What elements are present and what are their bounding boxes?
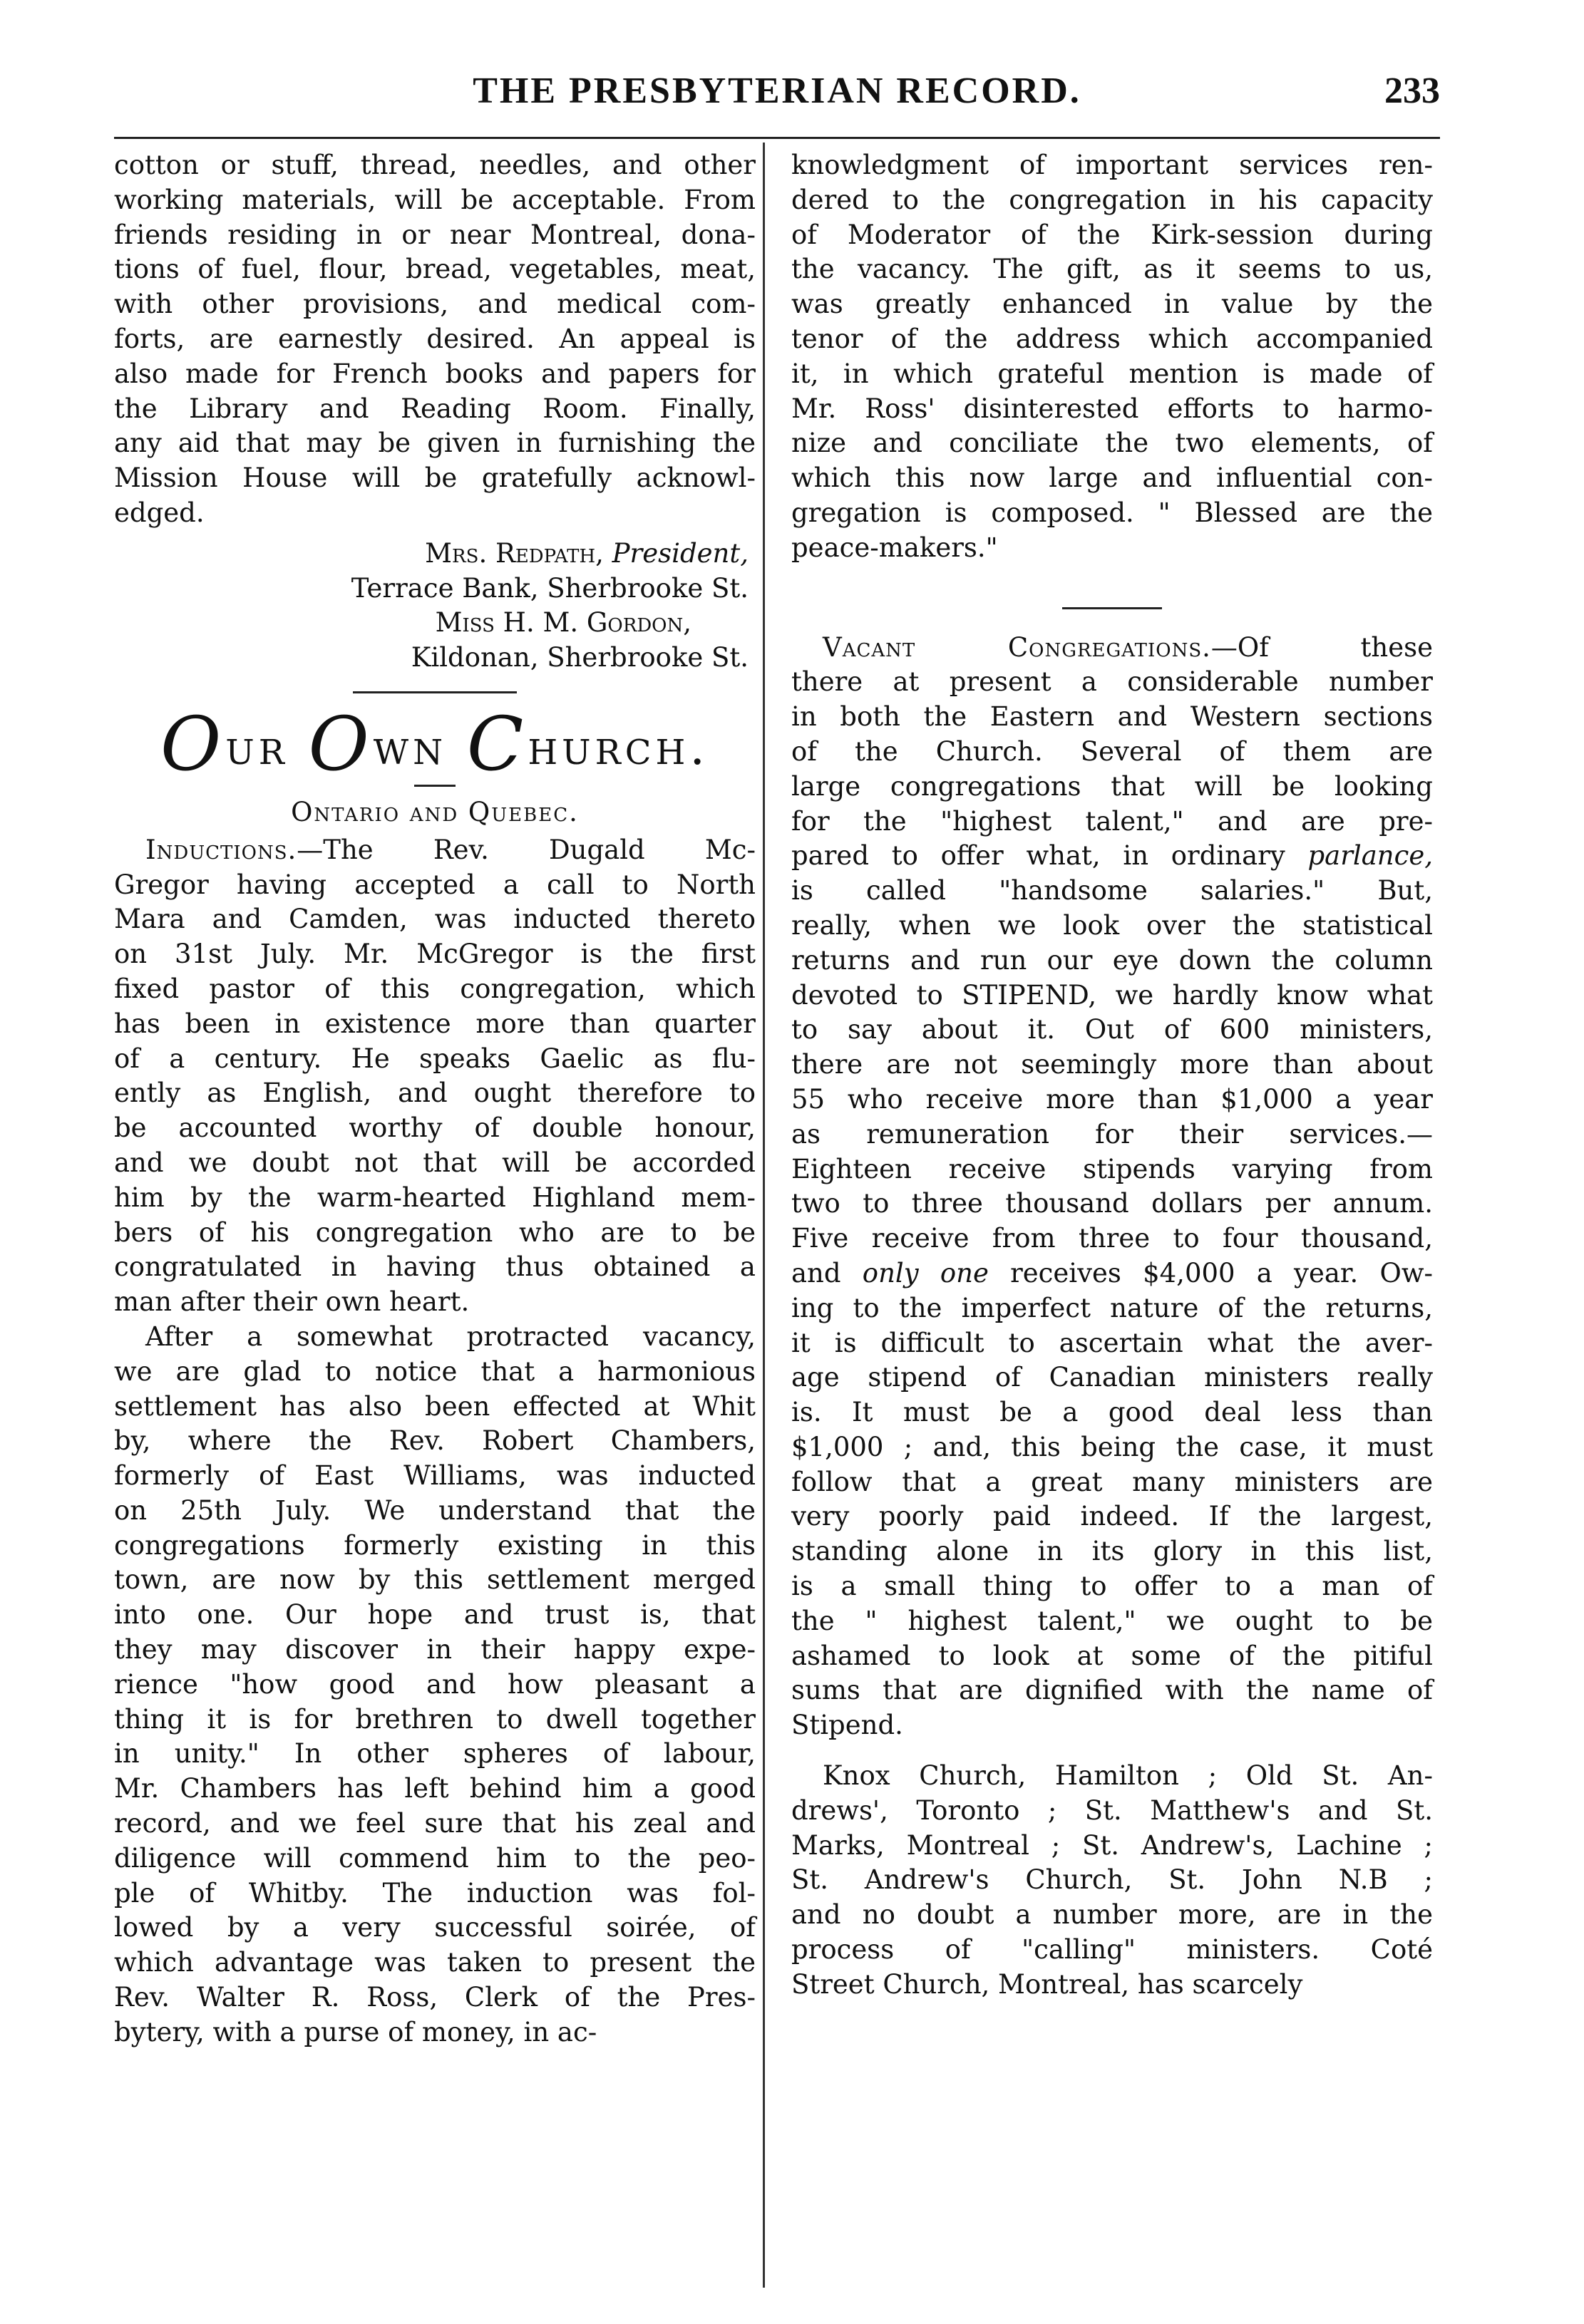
- text-line: forts, are earnestly desired. An appeal is: [114, 323, 756, 354]
- text-line: two to three thousand dollars per annum.: [791, 1188, 1433, 1219]
- text-line: there at present a considerable number: [791, 666, 1433, 698]
- secretary-address: Kildonan, Sherbrooke St.: [411, 642, 749, 673]
- heading-word-2: wn: [373, 719, 448, 776]
- heading-word-1: ur: [225, 719, 289, 776]
- text-line: him by the warm-hearted Highland mem-: [114, 1182, 756, 1213]
- paragraph-lead: Inductions.: [145, 834, 297, 865]
- text-line: edged.: [114, 497, 205, 528]
- president-name: Mrs. Redpath,: [425, 537, 604, 569]
- text-line: of a century. He speaks Gaelic as flu-: [114, 1043, 756, 1074]
- whitby-paragraph: [114, 1320, 756, 2050]
- text-line: Mr. Chambers has left behind him a good: [114, 1773, 756, 1804]
- text-line: by, where the Rev. Robert Chambers,: [114, 1425, 756, 1457]
- text-line: which advantage was taken to present the: [114, 1947, 756, 1978]
- text-line: cotton or stuff, thread, needles, and other: [114, 150, 756, 180]
- signature-president: [114, 537, 756, 572]
- heading-initial-3: C: [466, 700, 528, 787]
- text-line: Mara and Camden, was inducted thereto: [114, 904, 756, 935]
- secretary-name: Miss H. M. Gordon,: [435, 607, 691, 639]
- text-line: man after their own heart.: [114, 1286, 470, 1318]
- sub-heading: Ontario and Quebec.: [291, 796, 579, 827]
- text-line: drews', Toronto ; St. Matthew's and St.: [791, 1794, 1433, 1826]
- text-line: for the "highest talent," and are pre-: [791, 805, 1433, 837]
- text-line: peace-makers.": [791, 532, 998, 563]
- text-line: it, in which grateful mention is made of: [791, 358, 1433, 389]
- vacant-congregations-paragraph: [791, 631, 1433, 1744]
- text-line: process of "calling" ministers. Coté: [791, 1934, 1433, 1966]
- text-line: congratulated in having thus obtained a: [114, 1251, 756, 1283]
- text-line: lowed by a very successful soirée, of: [114, 1912, 756, 1943]
- text-line: pared to offer what, in ordinary parlance,: [791, 840, 1433, 872]
- text-line: has been in existence more than quarter: [114, 1008, 756, 1039]
- text-line: fixed pastor of this congregation, which: [114, 973, 756, 1004]
- right-column: [791, 148, 1433, 2003]
- text-line: of the Church. Several of them are: [791, 735, 1433, 767]
- text-line: and we doubt not that will be accorded: [114, 1147, 756, 1178]
- text-line: Vacant Congregations.—Of these: [823, 631, 1433, 663]
- text-line: bytery, with a purse of money, in ac-: [114, 2016, 597, 2047]
- text-line: very poorly paid indeed. If the largest,: [791, 1501, 1433, 1532]
- text-line: any aid that may be given in furnishing the: [114, 428, 756, 459]
- header-rule: [114, 137, 1440, 139]
- text-line: in unity." In other spheres of labour,: [114, 1738, 756, 1770]
- text-line: Street Church, Montreal, has scarcely: [791, 1968, 1303, 2000]
- text-line: which this now large and influential con-: [791, 463, 1433, 494]
- text-line: rience "how good and how pleasant a: [114, 1668, 756, 1700]
- heading-rule: [414, 785, 456, 787]
- text-line: into one. Our hope and trust is, that: [114, 1599, 756, 1631]
- text-line: as remuneration for their services.—: [791, 1118, 1433, 1150]
- page-number: 233: [1384, 71, 1440, 111]
- text-line: the " highest talent," we ought to be: [791, 1605, 1433, 1636]
- heading-word-3: hurch.: [528, 719, 709, 776]
- heading-initial-1: O: [160, 700, 226, 787]
- text-line: friends residing in or near Montreal, dona-: [114, 219, 756, 250]
- president-address: Terrace Bank, Sherbrooke St.: [351, 572, 749, 604]
- text-line: they may discover in their happy expe-: [114, 1634, 756, 1665]
- text-line: was greatly enhanced in value by the: [791, 289, 1433, 320]
- signature-secretary: [114, 606, 756, 641]
- text-line: of Moderator of the Kirk-session during: [791, 219, 1433, 250]
- text-line: returns and run our eye down the column: [791, 944, 1433, 976]
- heading-initial-2: O: [308, 700, 374, 787]
- text-line: ing to the imperfect nature of the returns,: [791, 1292, 1433, 1323]
- text-line: Eighteen receive stipends varying from: [791, 1153, 1433, 1184]
- text-line: devoted to STIPEND, we hardly know what: [791, 979, 1433, 1011]
- text-line: is a small thing to offer to a man of: [791, 1571, 1433, 1602]
- page-header: [114, 66, 1440, 123]
- text-line: Stipend.: [791, 1710, 903, 1741]
- text-line: and only one receives $4,000 a year. Ow-: [791, 1257, 1434, 1288]
- text-line: Gregor having accepted a call to North: [114, 869, 756, 900]
- text-line: Knox Church, Hamilton ; Old St. An-: [823, 1760, 1433, 1792]
- paragraph-lead: Vacant Congregations.: [823, 631, 1211, 663]
- text-line: on 25th July. We understand that the: [114, 1494, 756, 1526]
- president-title: President,: [612, 537, 749, 569]
- column-divider: [763, 143, 765, 2288]
- inductions-paragraph: [114, 833, 756, 1320]
- text-line: is called "handsome salaries." But,: [791, 875, 1433, 907]
- text-line: be accounted worthy of double honour,: [114, 1112, 756, 1144]
- text-line: dered to the congregation in his capacity: [791, 184, 1433, 215]
- text-line: nize and conciliate the two elements, of: [791, 428, 1433, 459]
- text-line: diligence will commend him to the peo-: [114, 1842, 756, 1874]
- text-line: on 31st July. Mr. McGregor is the first: [114, 939, 756, 970]
- text-line: follow that a great many ministers are: [791, 1466, 1433, 1497]
- text-line: large congregations that will be looking: [791, 770, 1433, 802]
- text-line: knowledgment of important services ren-: [791, 150, 1433, 180]
- text-line: town, are now by this settlement merged: [114, 1564, 756, 1596]
- text-line: working materials, will be acceptable. From: [114, 184, 756, 215]
- text-line: Rev. Walter R. Ross, Clerk of the Pres-: [114, 1982, 756, 2013]
- text-line: there are not seemingly more than about: [791, 1049, 1433, 1080]
- text-line: formerly of East Williams, was inducted: [114, 1460, 756, 1492]
- text-line: and no doubt a number more, are in the: [791, 1899, 1433, 1931]
- text-line: tenor of the address which accompanied: [791, 323, 1433, 354]
- text-line: we are glad to notice that a harmonious: [114, 1355, 756, 1387]
- text-line: St. Andrew's Church, St. John N.B ;: [791, 1864, 1433, 1896]
- mission-appeal-paragraph: [114, 148, 756, 531]
- text-line: gregation is composed. " Blessed are the: [791, 497, 1433, 528]
- calling-churches-paragraph: [791, 1759, 1433, 2003]
- publication-title: THE PRESBYTERIAN RECORD.: [473, 71, 1081, 111]
- text-line: Mission House will be gratefully acknowl-: [114, 463, 756, 494]
- section-divider-right: [1062, 607, 1162, 609]
- text-line: thing it is for brethren to dwell together: [114, 1703, 756, 1735]
- section-heading: [114, 700, 756, 787]
- text-line: ently as English, and ought therefore to: [114, 1078, 756, 1109]
- text-line: bers of his congregation who are to be: [114, 1217, 756, 1248]
- text-line: also made for French books and papers for: [114, 358, 756, 389]
- text-line: with other provisions, and medical com-: [114, 289, 756, 320]
- text-line: Five receive from three to four thousand,: [791, 1223, 1433, 1254]
- text-line: the Library and Reading Room. Finally,: [114, 393, 756, 424]
- text-line: sums that are dignified with the name of: [791, 1675, 1433, 1706]
- text-line: Marks, Montreal ; St. Andrew's, Lachine ;: [791, 1829, 1433, 1861]
- text-line: congregations formerly existing in this: [114, 1529, 756, 1561]
- section-divider: [353, 691, 517, 693]
- text-line: ashamed to look at some of the pitiful: [791, 1640, 1433, 1671]
- text-line: standing alone in its glory in this list,: [791, 1536, 1433, 1567]
- ross-paragraph: [791, 148, 1433, 566]
- text-line: 55 who receive more than $1,000 a year: [791, 1083, 1433, 1115]
- text-line: ple of Whitby. The induction was fol-: [114, 1877, 756, 1909]
- text-line: Inductions.—The Rev. Dugald Mc-: [145, 834, 756, 865]
- text-line: Mr. Ross' disinterested efforts to harmo-: [791, 393, 1433, 424]
- text-line: tions of fuel, flour, bread, vegetables, meat,: [114, 254, 756, 285]
- text-line: is. It must be a good deal less than: [791, 1397, 1433, 1428]
- text-line: After a somewhat protracted vacancy,: [145, 1321, 756, 1352]
- text-line: really, when we look over the statistical: [791, 909, 1433, 941]
- text-line: $1,000 ; and, this being the case, it must: [791, 1431, 1433, 1462]
- text-line: age stipend of Canadian ministers really: [791, 1362, 1433, 1393]
- text-line: it is difficult to ascertain what the aver-: [791, 1327, 1433, 1358]
- text-line: the vacancy. The gift, as it seems to us,: [791, 254, 1433, 285]
- left-column: [114, 148, 756, 2050]
- text-line: in both the Eastern and Western sections: [791, 701, 1433, 733]
- text-line: settlement has also been effected at Whit: [114, 1390, 756, 1422]
- text-line: to say about it. Out of 600 ministers,: [791, 1014, 1433, 1045]
- text-line: record, and we feel sure that his zeal and: [114, 1808, 756, 1839]
